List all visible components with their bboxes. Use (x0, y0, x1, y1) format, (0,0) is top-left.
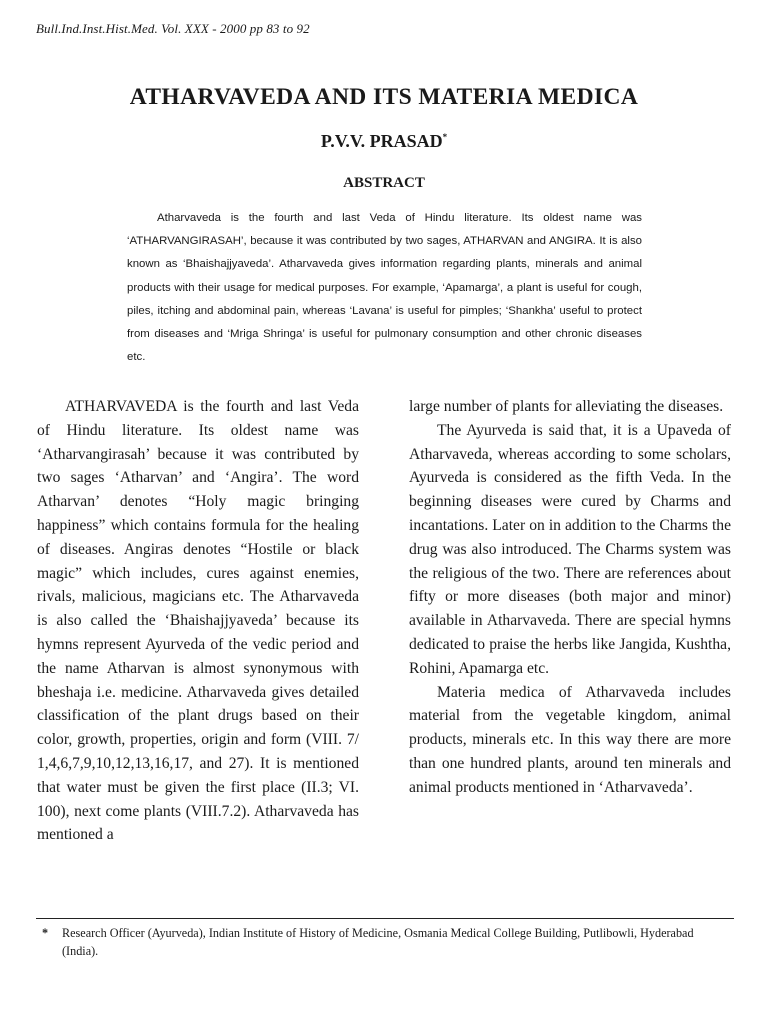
body-right-column (409, 395, 731, 800)
abstract-text: Atharvaveda is the fourth and last Veda of Hindu literature. Its oldest name was ‘ATHARVANGIRASAH’, because it was contributed by two sages, ATHARVAN and ANGIRA. It is also known as ‘Bhaishajjyaveda’. Atharvaveda gives information regarding plants, minerals and animal products with their usage for medical purposes. For example, ‘Apamarga’, a plant is useful for cough, piles, itching and abdominal pain, whereas ‘Lavana’ is useful for pimples; ‘Shankha’ useful to protect from diseases and ‘Mriga Shringa’ is useful for pulmonary consumption and other chronic diseases etc. (127, 212, 642, 364)
body-left-column (37, 395, 359, 847)
footnote-divider (36, 918, 734, 919)
body-paragraph: large number of plants for alleviating the diseases. (409, 398, 724, 415)
running-head: Bull.Ind.Inst.Hist.Med. Vol. XXX - 2000 pp 83 to 92 (36, 21, 310, 36)
footnote-text: Research Officer (Ayurveda), Indian Institute of History of Medicine, Osmania Medical College Building, Putlibowli, Hyderabad (India). (62, 926, 694, 958)
author-line (0, 131, 768, 152)
author-footnote-marker: * (442, 132, 448, 142)
body-paragraph: Materia medica of Atharvaveda includes material from the vegetable kingdom, animal products, minerals etc. In this way there are more than one hundred plants, around ten minerals and animal products mentioned in ‘Atharvaveda’. (409, 683, 731, 796)
article-title: ATHARVAVEDA AND ITS MATERIA MEDICA (129, 84, 639, 110)
footnote-marker: * (42, 926, 49, 940)
author-name: P.V.V. PRASAD (320, 131, 443, 151)
abstract-heading: ABSTRACT (343, 175, 425, 191)
footnote (42, 924, 722, 960)
body-paragraph: The Ayurveda is said that, it is a Upaveda of Atharvaveda, whereas according to some scholars, Ayurveda is considered as the fifth Veda. In the beginning diseases were cured by Charms and incantations. Later on in addition to the Charms the drug was also introduced. The Charms system was the religious of the two. There are references about fifty or more diseases (both major and minor) available in Atharvaveda. There are special hymns dedicated to praise the herbs like Jangida, Kushtha, Rohini, Apamarga etc. (409, 421, 731, 677)
body-paragraph: ATHARVAVEDA is the fourth and last Veda of Hindu literature. Its oldest name was ‘Atharvangirasah’ because it was contributed by two sages ‘Atharvan’ and ‘Angira’. The word Atharvan’ denotes “Holy magic bringing happiness” which contains formula for the healing of diseases. Angiras denotes “Hostile or black magic” which includes, cures against enemies, rivals, malicious, magicians etc. The Atharvaveda is also called the ‘Bhaishajjyaveda’ because its hymns represent Ayurveda of the vedic period and the name Atharvan is almost synonymous with bheshaja i.e. medicine. Atharvaveda gives detailed classification of the plant drugs based on their color, growth, properties, origin and form (VIII. 7/ 1,4,6,7,9,10,12,13,16,17, and 27). It is mentioned that water must be given the first place (II.3; VI. 100), next come plants (VIII.7.2). Atharvaveda has mentioned a (37, 398, 359, 844)
